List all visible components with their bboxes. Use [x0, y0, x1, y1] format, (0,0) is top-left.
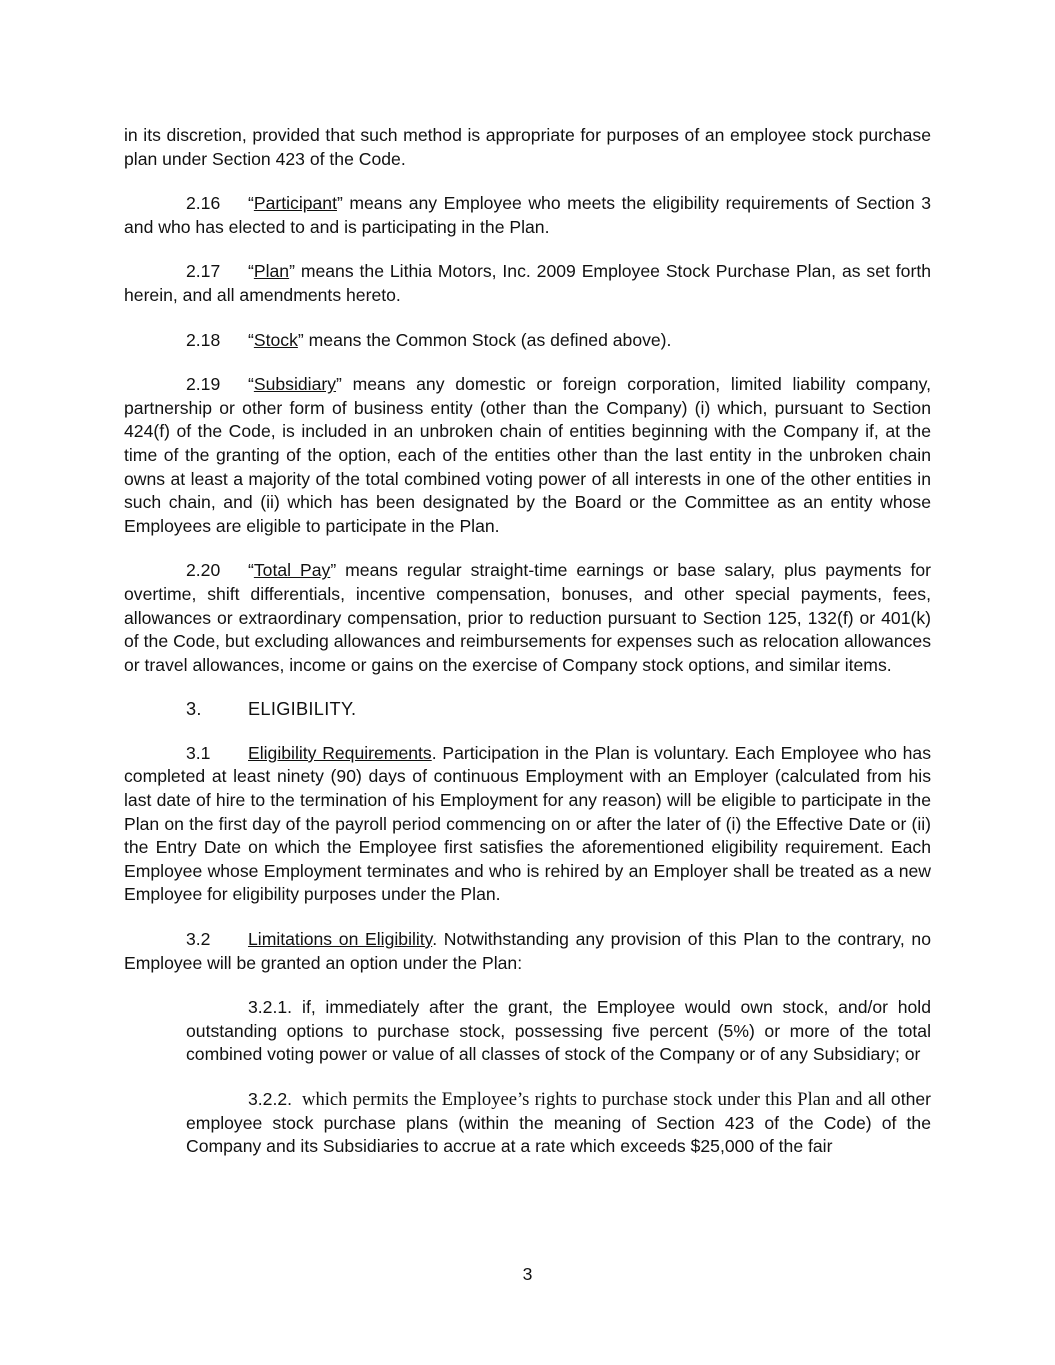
definition-2-16 [124, 192, 931, 239]
section-3-1 [124, 742, 931, 907]
open-quote: “ [248, 560, 254, 581]
section-number: 2.18 [186, 329, 221, 350]
section-text-serif: which permits the Employee’s rights to purchase stock under this Plan and [302, 1089, 863, 1110]
section-number: 2.19 [186, 374, 221, 395]
section-number: 3.2 [186, 929, 211, 950]
defined-term: Stock [253, 329, 298, 350]
definition-text: ” means the Common Stock (as defined above). [297, 329, 672, 350]
section-number: 2.16 [186, 193, 221, 214]
defined-term: Total Pay [253, 560, 331, 581]
section-text: if, immediately after the grant, the Employee would own stock, and/or hold outstanding options to purchase stock, possessing five percent (5%) or more of the total combined voting power or value of all classes of stock of the Company or of any Subsidiary; or [186, 997, 931, 1065]
section-number: 3.2.2. [248, 1089, 293, 1109]
page-number: 3 [522, 1264, 533, 1284]
section-title: ELIGIBILITY. [248, 699, 357, 720]
definition-text: ” means any domestic or foreign corporation, limited liability company, partnership or other form of business entity (other than the Company) (i) which, pursuant to Section 424(f) of the Code, is included in an unbroken chain of entities beginning with the Company if, at the time of the granting of the option, each of the entities other than the last entity in the unbroken chain owns at least a majority of the total combined voting power of all interests in one of the other entities in such chain, and (ii) which has been designated by the Board or the Committee as an entity whose Employees are eligible to participate in the Plan. [124, 374, 931, 536]
defined-term: Plan [253, 261, 290, 282]
section-heading-term: Eligibility Requirements [248, 742, 432, 763]
section-3-2-2 [186, 1088, 931, 1159]
section-number: 3. [186, 699, 202, 720]
section-3-2 [124, 928, 931, 975]
section-text: all other employee stock purchase plans (within the meaning of Section 423 of the Code) of the Company and its Subsidiaries to accrue at a rate which exceeds $25,000 of the fair [186, 1089, 932, 1157]
open-quote: “ [248, 374, 254, 395]
definition-text: ” means regular straight-time earnings or base salary, plus payments for overtime, shift differentials, incentive compensation, bonuses, and other special payments, fees, allowances or extraordinary compensation, prior to reduction pursuant to Section 125, 132(f) or 401(k) of the Code, but excluding allowances and reimbursements for expenses such as relocation allowances or travel allowances, income or gains on the exercise of Company stock options, and similar items. [124, 560, 932, 675]
open-quote: “ [248, 329, 254, 350]
section-number: 3.2.1. [248, 997, 293, 1018]
continuation-paragraph: in its discretion, provided that such method is appropriate for purposes of an employee stock purchase plan under Section 423 of the Code. [124, 125, 931, 169]
section-number: 2.17 [186, 261, 221, 282]
section-number: 3.1 [186, 742, 211, 763]
section-3-2-1 [186, 996, 931, 1067]
definition-text: ” means the Lithia Motors, Inc. 2009 Employee Stock Purchase Plan, as set forth herein, and all amendments hereto. [124, 261, 931, 305]
defined-term: Participant [253, 193, 337, 214]
definition-2-17 [124, 260, 931, 307]
definition-2-19 [124, 373, 931, 538]
open-quote: “ [248, 261, 254, 282]
definition-2-20 [124, 559, 931, 677]
section-heading-term: Limitations on Eligibility [248, 929, 433, 950]
section-text: . Participation in the Plan is voluntary. Each Employee who has completed at least ninety (90) days of continuous Employment with an Employer (calculated from his last date of hire to the termination of his Employment for any reason) will be eligible to participate in the Plan on the first day of the payroll period commencing on or after the later of (i) the Effective Date or (ii) the Entry Date on which the Employee first satisfies the aforementioned eligibility requirement. Each Employee whose Employment terminates and who is rehired by an Employer shall be treated as a new Employee for eligibility purposes under the Plan. [124, 742, 932, 905]
section-text: . Notwithstanding any provision of this Plan to the contrary, no Employee will be granted an option under the Plan: [124, 929, 931, 973]
open-quote: “ [248, 193, 254, 214]
defined-term: Subsidiary [253, 374, 337, 395]
definition-text: ” means any Employee who meets the eligibility requirements of Section 3 and who has elected to and is participating in the Plan. [124, 193, 931, 237]
section-number: 2.20 [186, 560, 221, 581]
document-page [124, 124, 931, 1180]
definition-2-18 [124, 329, 931, 353]
section-3-heading [124, 698, 931, 722]
